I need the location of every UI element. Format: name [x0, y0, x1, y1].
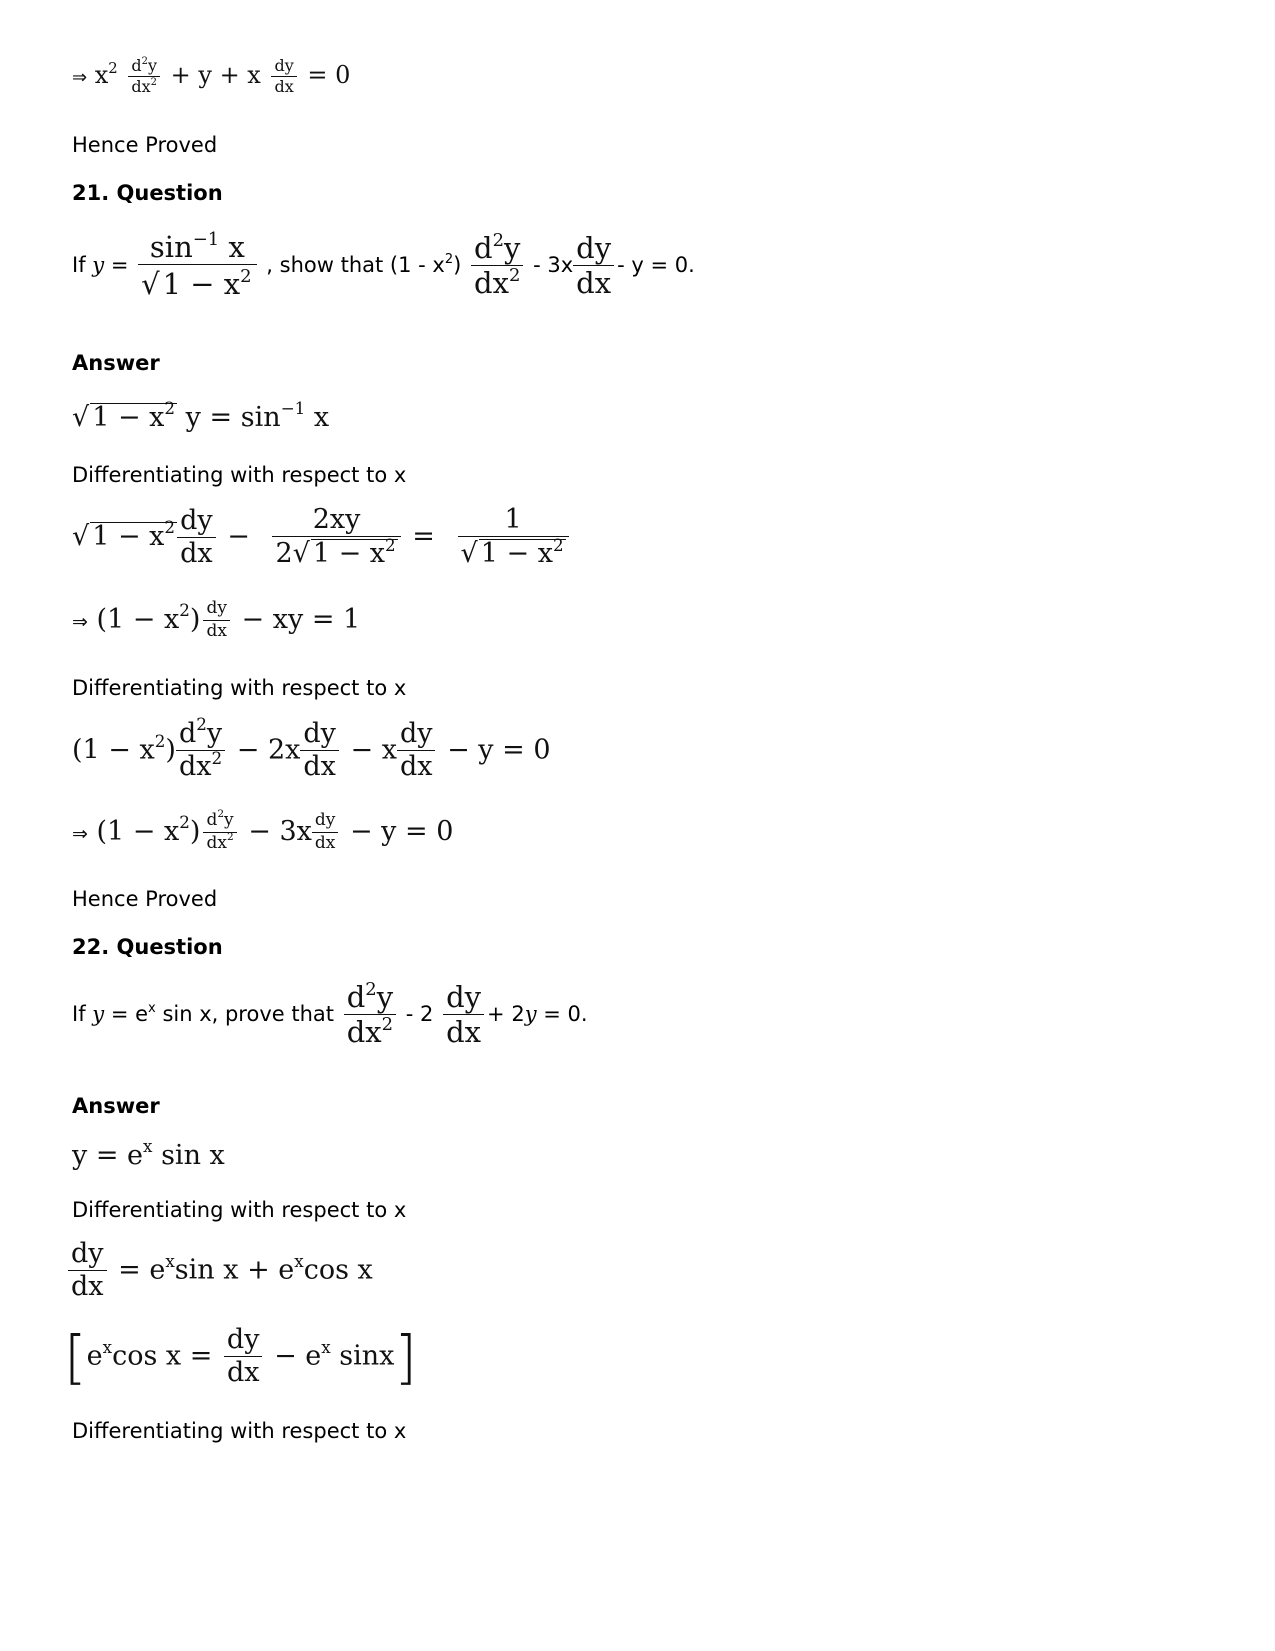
expression-term: (1 − x: [96, 815, 180, 847]
dy-symbol: dy: [206, 598, 227, 618]
d-symbol: d: [474, 231, 493, 265]
expression-term: (1 − x: [72, 734, 155, 766]
dx-symbol: dx: [312, 832, 338, 853]
dy-symbol: dy: [226, 1324, 260, 1355]
expression-term: y = e: [72, 1140, 144, 1171]
expression-term: − 3x: [248, 815, 312, 847]
expression-term: − y = 0: [447, 734, 551, 766]
exponent: 2: [240, 265, 252, 287]
differentiating-text: Differentiating with respect to x: [72, 1419, 407, 1443]
expression-term: 1 − x: [312, 538, 386, 570]
close-paren: ): [189, 603, 201, 635]
exponent: x: [148, 1000, 156, 1016]
var-x: x: [313, 402, 330, 433]
exponent: x: [165, 1250, 175, 1271]
var-y: y: [147, 56, 157, 75]
dy-symbol: dy: [399, 718, 433, 749]
right-bracket: ]: [394, 1322, 418, 1391]
fraction-d2y-dx2: [203, 808, 236, 853]
fraction-dy-dx: [271, 58, 296, 95]
fraction-d2y-dx2: [128, 55, 160, 96]
exponent: 2: [164, 517, 176, 538]
var-x: x: [94, 61, 109, 89]
question-22-heading: 22. Question: [72, 935, 223, 959]
dx-symbol: dx: [474, 266, 509, 301]
differentiating-text: Differentiating with respect to x: [72, 463, 407, 487]
exponent: 2: [508, 264, 521, 286]
radical-sign: √: [292, 538, 310, 570]
dx-symbol: dx: [224, 1356, 263, 1387]
exponent: 2: [211, 747, 223, 768]
fraction-dy-dx: [300, 720, 339, 782]
expression-term: - 3x: [533, 252, 574, 277]
fraction-dy-dx: [443, 982, 484, 1048]
dx-symbol: dx: [177, 537, 216, 568]
fraction-arcsin-over-sqrt: [138, 228, 256, 302]
exponent: 2: [385, 534, 396, 555]
fraction-dy-dx: [177, 504, 216, 569]
equation-prev-result: [72, 55, 351, 96]
exponent: x: [321, 1336, 331, 1357]
var-x: x: [228, 230, 245, 264]
fraction-d2y-dx2: [471, 229, 523, 301]
var-y: y: [224, 810, 234, 830]
dx-symbol: dx: [397, 750, 436, 781]
d-symbol: d: [346, 980, 366, 1014]
expression-term: cos x =: [112, 1340, 221, 1372]
hence-proved-text: Hence Proved: [72, 133, 218, 157]
equation-bracket-identity: [64, 1322, 418, 1391]
text-prove-that: sin x, prove that: [162, 1001, 334, 1026]
dy-symbol: dy: [274, 56, 294, 75]
close-paren: ): [165, 734, 176, 766]
exponent: x: [143, 1136, 153, 1157]
dx-symbol: dx: [178, 751, 212, 783]
dx-symbol: dx: [443, 1014, 484, 1047]
dx-symbol: dx: [131, 77, 151, 96]
radical-sign: √: [72, 520, 90, 552]
dy-symbol: dy: [303, 718, 336, 749]
radical-sign: √: [460, 538, 478, 570]
dy-symbol: dy: [71, 1238, 104, 1269]
answer-heading: Answer: [72, 1094, 160, 1118]
fraction-dy-dx: [68, 1240, 107, 1302]
numerator: 2xy: [312, 504, 361, 535]
exponent: 2: [150, 76, 157, 88]
text-if: If: [72, 1001, 86, 1026]
text-if: If: [72, 252, 86, 277]
radical-sign: √: [72, 402, 90, 433]
exponent: x: [294, 1250, 304, 1271]
expression-term: - y = 0.: [617, 252, 695, 277]
expression-term: − y = 0: [349, 815, 454, 847]
dx-symbol: dx: [203, 620, 229, 641]
exponent: 2: [552, 534, 564, 555]
equation-dy-dx-q22: [68, 1240, 373, 1302]
dx-symbol: dx: [271, 76, 296, 95]
e-symbol: e: [86, 1340, 103, 1372]
dx-symbol: dx: [346, 1015, 382, 1050]
exponent: 2: [444, 251, 454, 267]
dx-symbol: dx: [573, 265, 614, 298]
var-y: y: [376, 980, 394, 1014]
close-paren: ): [453, 252, 462, 277]
minus-sign: −: [227, 520, 250, 552]
fraction-one-over-sqrt: [458, 506, 569, 569]
expression-term: - 2: [405, 1001, 434, 1026]
exponent: 2: [164, 398, 176, 419]
dy-symbol: dy: [314, 810, 336, 830]
var-y: y: [92, 1001, 105, 1026]
differentiating-text: Differentiating with respect to x: [72, 1198, 407, 1222]
var-y: y: [524, 1001, 537, 1026]
text-show-that: , show that (1 - x: [266, 252, 445, 277]
equation-given-q22: [72, 1136, 225, 1171]
left-bracket: [: [64, 1322, 87, 1391]
fraction-dy-dx: [573, 233, 614, 299]
dx-symbol: dx: [206, 832, 227, 853]
dx-symbol: dx: [68, 1270, 107, 1301]
exponent: 2: [196, 714, 207, 735]
expression-term: sin x +: [174, 1254, 279, 1286]
expression-term: cos x: [303, 1254, 373, 1286]
differentiating-text: Differentiating with respect to x: [72, 676, 407, 700]
close-paren: ): [189, 815, 201, 847]
expression-term: 1 − x: [92, 520, 165, 552]
d-symbol: d: [206, 810, 218, 830]
equals-sign: =: [412, 520, 435, 552]
e-symbol: e: [149, 1254, 166, 1286]
expression-term: = 0.: [543, 1001, 588, 1026]
expression-term: = 0: [307, 61, 351, 89]
numerator: 1: [504, 504, 522, 535]
exponent: 2: [492, 229, 505, 251]
exponent: −1: [192, 228, 220, 250]
implies-symbol: ⇒: [72, 67, 88, 88]
sin-function: sin: [149, 230, 193, 264]
coefficient: 2: [275, 538, 293, 570]
fraction-dy-dx: [397, 720, 436, 782]
exponent: 2: [179, 812, 190, 833]
exponent: 2: [108, 58, 118, 77]
exponent: 2: [179, 600, 190, 621]
equation-final-q21: [72, 808, 454, 853]
fraction-d2y-dx2: [344, 978, 396, 1050]
fraction-dy-dx: [224, 1326, 263, 1388]
exponent: 2: [226, 831, 234, 844]
dy-symbol: dy: [446, 980, 482, 1014]
expression-term: − xy = 1: [241, 603, 361, 635]
exponent: 2: [381, 1013, 394, 1035]
equals-sign: =: [118, 1254, 141, 1286]
d-symbol: d: [131, 56, 142, 75]
dx-symbol: dx: [300, 750, 339, 781]
implies-symbol: ⇒: [72, 822, 88, 845]
implies-symbol: ⇒: [72, 610, 88, 633]
question-21-statement: [72, 228, 695, 302]
exponent: 2: [154, 730, 166, 751]
var-y: y: [92, 252, 105, 277]
expression-term: 1 − x: [162, 267, 241, 302]
expression-term: sinx: [339, 1340, 395, 1372]
equation-given: [72, 398, 330, 433]
exponent: x: [102, 1336, 113, 1357]
answer-heading: Answer: [72, 351, 160, 375]
expression-term: − x: [350, 734, 397, 766]
expression-term: + y + x: [170, 61, 261, 89]
fraction-2xy: [272, 506, 400, 569]
exponent: −1: [280, 398, 306, 419]
expression-term: 1 − x: [480, 538, 553, 570]
expression-term: − 2x: [236, 734, 301, 766]
dy-symbol: dy: [180, 504, 213, 536]
d-symbol: d: [178, 718, 197, 749]
expression-term: + 2: [487, 1001, 525, 1026]
expression-term: (1 − x: [96, 603, 180, 635]
e-symbol: e: [278, 1254, 295, 1286]
hence-proved-text: Hence Proved: [72, 887, 218, 911]
exponent: 2: [365, 978, 377, 1000]
exponent: 2: [217, 808, 225, 821]
question-22-statement: [72, 978, 588, 1050]
equation-simplified-first: [72, 600, 360, 641]
question-21-heading: 21. Question: [72, 181, 223, 205]
expression-term: 1 − x: [92, 402, 165, 433]
equation-first-derivative: [72, 506, 572, 569]
expression-term: − e: [274, 1340, 322, 1372]
var-y: y: [206, 718, 223, 749]
var-y: y: [504, 231, 521, 265]
expression-term: y = sin: [185, 402, 281, 433]
equation-second-derivative: [72, 714, 551, 783]
fraction-dy-dx: [312, 812, 339, 853]
exponent: 2: [141, 55, 148, 67]
fraction-d2y-dx2: [176, 714, 225, 783]
expression-term: = e: [110, 1001, 149, 1026]
radical-sign: √: [141, 267, 160, 302]
dy-symbol: dy: [576, 231, 612, 265]
expression-term: sin x: [161, 1140, 225, 1171]
equals-sign: =: [110, 252, 129, 277]
fraction-dy-dx: [203, 600, 230, 641]
